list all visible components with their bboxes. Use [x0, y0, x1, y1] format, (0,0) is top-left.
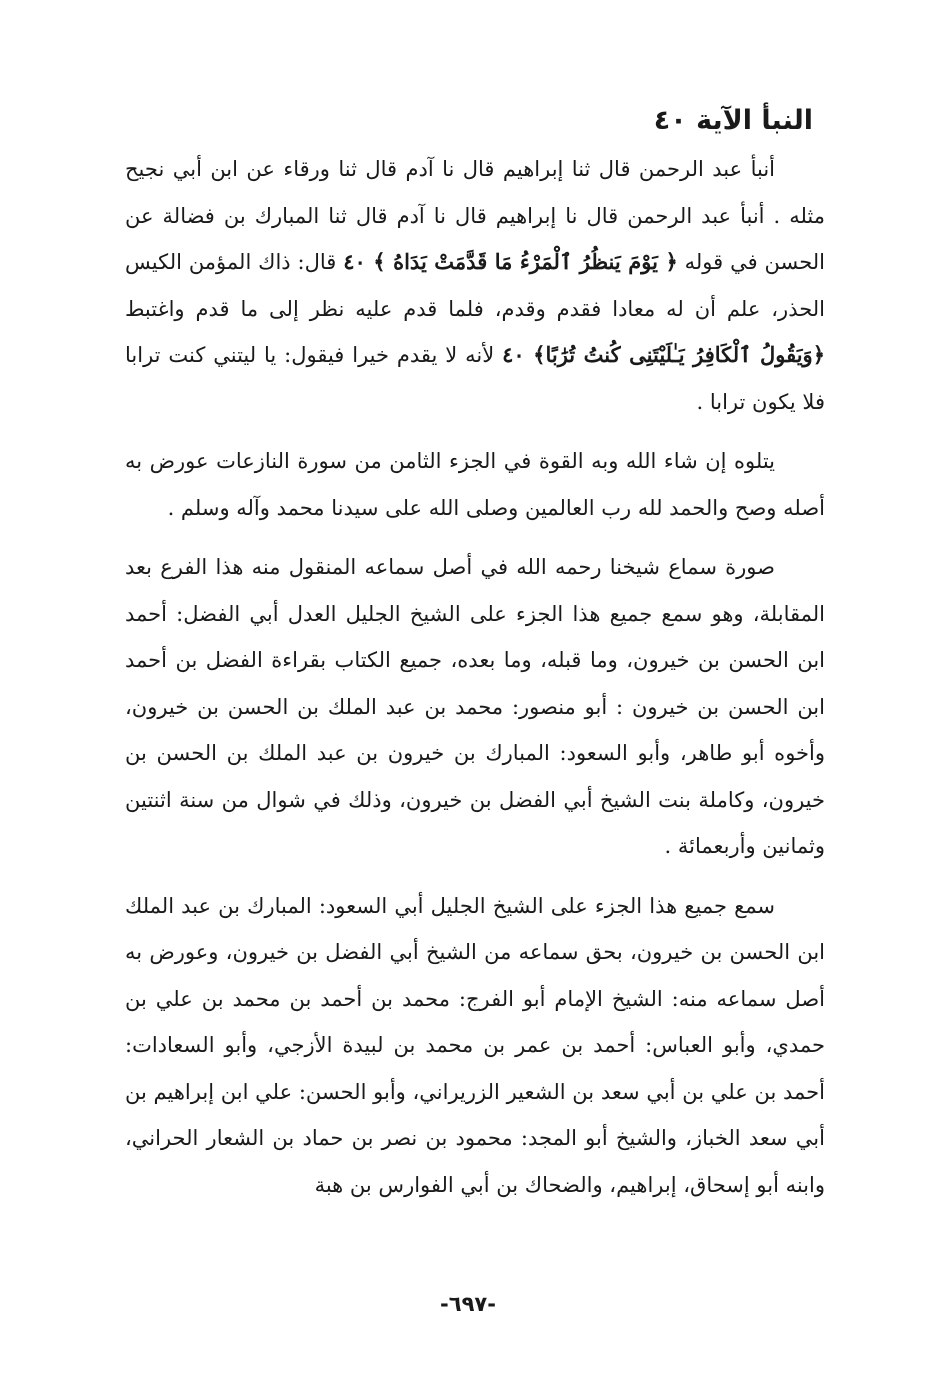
page-body [125, 96, 825, 1208]
quran-verse-2: ﴿وَيَقُولُ ٱلْكَافِرُ يَـٰلَيْتَنِى كُنتُ تُرَٰبًا﴾ ٤٠ [502, 342, 825, 367]
paragraph-1-after: لأنه لا يقدم خيرا فيقول: يا ليتني كنت ترابا فلا يكون ترابا . [125, 343, 825, 414]
paragraph-3: صورة سماع شيخنا رحمه الله في أصل سماعه المنقول منه هذا الفرع بعد المقابلة، وهو سمع جميع هذا الجزء على الشيخ الجليل العدل أبي الفضل: أحمد ابن الحسن بن خيرون، وما قبله، وما بعده، جميع الكتاب بقراءة الفضل بن أحمد ابن الحسن بن خيرون : أبو منصور: محمد بن عبد الملك بن الحسن بن خيرون، وأخوه أبو طاهر، وأبو السعود: المبارك بن خيرون بن عبد الملك بن الحسن بن خيرون، وكاملة بنت الشيخ أبي الفضل بن خيرون، وذلك في شوال من سنة اثنتين وثمانين وأربعمائة . [125, 555, 825, 858]
paragraph-spacer [125, 870, 825, 883]
section-heading: النبأ الآية ٤٠ [653, 105, 813, 136]
paragraph-4: سمع جميع هذا الجزء على الشيخ الجليل أبي السعود: المبارك بن عبد الملك ابن الحسن بن خيرون، بحق سماعه من الشيخ أبي الفضل بن خيرون، وعورض به أصل سماعه منه: الشيخ الإمام أبو الفرج: محمد بن أحمد بن محمد بن علي بن حمدي، وأبو العباس: أحمد بن عمر بن محمد بن لبيدة الأزجي، وأبو السعادات: أحمد بن علي بن أبي سعد بن الشعير الزريراني، وأبو الحسن: علي ابن إبراهيم بن أبي سعد الخباز، والشيخ أبو المجد: محمود بن نصر بن حماد بن الشعار الحراني، وابنه أبو إسحاق، إبراهيم، والضحاك بن أبي الفوارس بن هبة [125, 893, 825, 1197]
paragraph-1-middle: قال: ذاك المؤمن الكيس الحذر، علم أن له معادا فقدم وقدم، فلما قدم عليه نظر إلى ما قدم واغتبط [125, 250, 825, 321]
paragraph-1-before: أنبأ عبد الرحمن قال ثنا إبراهيم قال نا آدم قال ثنا ورقاء عن ابن أبي نجيح مثله . أنبأ عبد الرحمن قال نا إبراهيم قال نا آدم قال ثنا المبارك بن فضالة عن الحسن في قوله [125, 157, 825, 274]
quran-verse-1: ﴿ يَوْمَ يَنظُرُ ٱلْمَرْءُ مَا قَدَّمَتْ يَدَاهُ ﴾ ٤٠ [343, 249, 678, 274]
paragraph-2: يتلوه إن شاء الله وبه القوة في الجزء الثامن من سورة النازعات عورض به أصله وصح والحمد لله رب العالمين وصلى الله على سيدنا محمد وآله وسلم . [125, 449, 825, 520]
paragraph-spacer [125, 531, 825, 544]
paragraph-spacer [125, 425, 825, 438]
paragraph-1 [125, 146, 825, 425]
page-number: -٦٩٧- [440, 1292, 496, 1316]
